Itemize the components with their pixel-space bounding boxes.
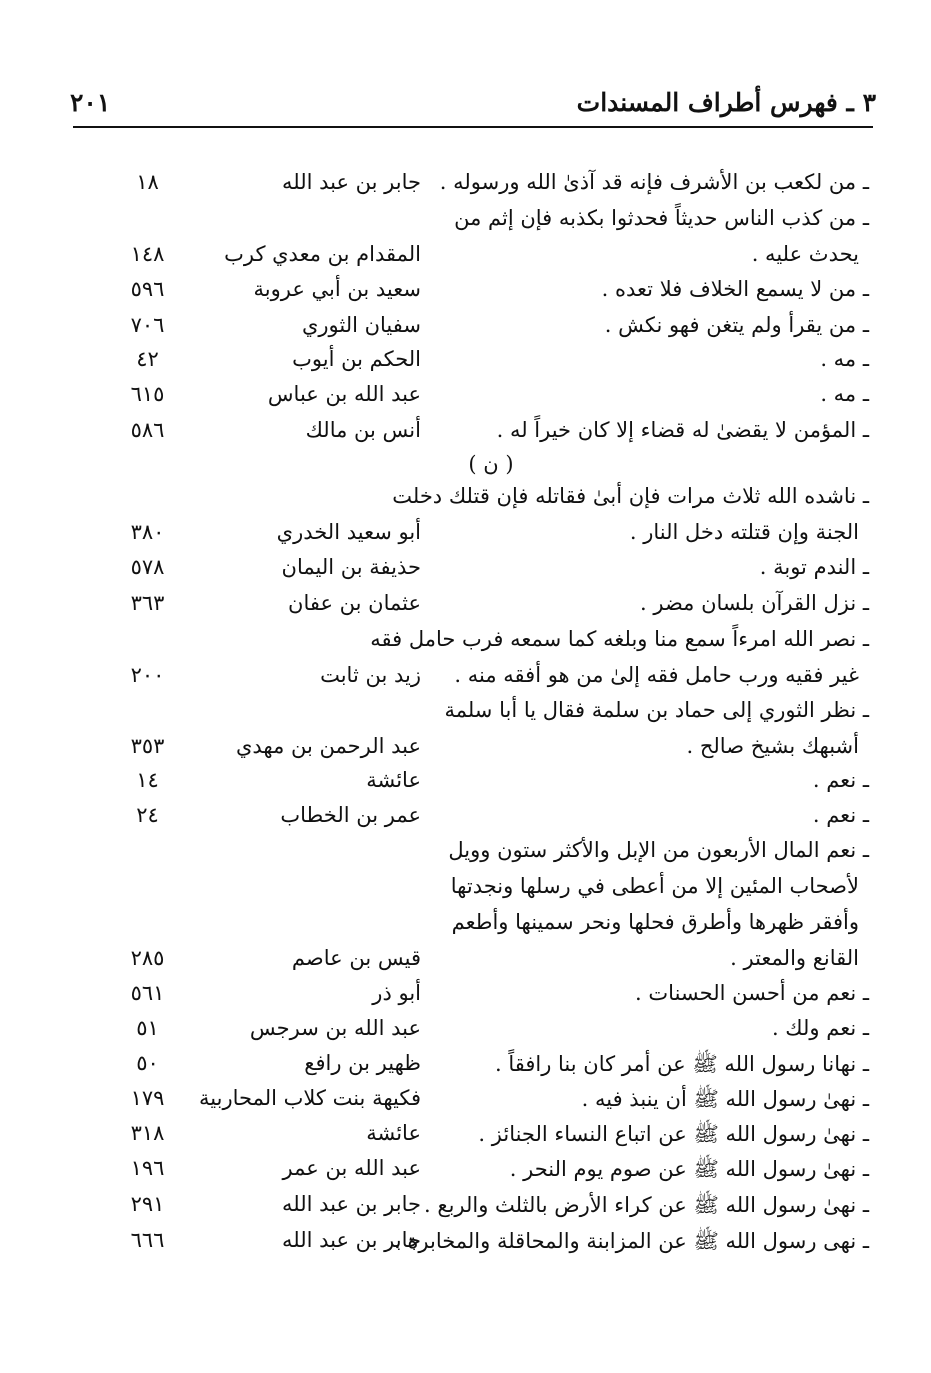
hadith-text: ـ نهىٰ رسول الله ﷺ عن اتباع النساء الجنائز . bbox=[478, 1122, 869, 1146]
hadith-text: يحدث عليه . bbox=[751, 242, 859, 266]
narrator-name: سفيان الثوري bbox=[301, 313, 421, 337]
hadith-text: ـ من كذب الناس حديثاً فحدثوا بكذبه فإن إثم من bbox=[454, 206, 869, 230]
narrator-name: عثمان بن عفان bbox=[288, 591, 421, 615]
page-reference: ٥٦١ bbox=[130, 981, 165, 1005]
page-reference: ١٤ bbox=[136, 768, 159, 792]
narrator-name: عمر بن الخطاب bbox=[280, 803, 421, 827]
hadith-text: لأصحاب المئين إلا من أعطى في رسلها ونجدتها bbox=[450, 874, 859, 898]
narrator-name: أبو ذر bbox=[372, 981, 421, 1005]
hadith-text: ـ نهانا رسول الله ﷺ عن أمر كان بنا رافقاً . bbox=[494, 1052, 869, 1076]
narrator-name: عبد الله بن عباس bbox=[267, 382, 421, 406]
hadith-text: ـ ناشده الله ثلاث مرات فإن أبىٰ فقاتله فإن قتلك دخلت bbox=[392, 484, 869, 508]
hadith-text: ـ الندم توبة . bbox=[759, 555, 869, 579]
section-letter-heading: ( ن ) bbox=[468, 452, 514, 476]
hadith-text: ـ نزل القرآن بلسان مضر . bbox=[640, 591, 869, 615]
hadith-text: غير فقيه ورب حامل فقه إلىٰ من هو أفقه منه . bbox=[454, 663, 859, 687]
page-reference: ٣١٨ bbox=[130, 1121, 165, 1145]
page-reference: ٥٠ bbox=[136, 1051, 159, 1075]
page-reference: ٦٦٦ bbox=[130, 1228, 165, 1252]
narrator-name: جابر بن عبد الله bbox=[281, 170, 421, 194]
hadith-text: ـ نعم . bbox=[812, 768, 869, 792]
narrator-name: زيد بن ثابت bbox=[320, 663, 421, 687]
page-number: ٢٠١ bbox=[70, 88, 111, 117]
hadith-text: أشبهك بشيخ صالح . bbox=[686, 734, 859, 758]
narrator-name: المقدام بن معدي كرب bbox=[224, 242, 421, 266]
page-reference: ٢٠٠ bbox=[130, 663, 165, 687]
page-reference: ٣٦٣ bbox=[130, 591, 165, 615]
page-reference: ٧٠٦ bbox=[130, 313, 165, 337]
hadith-text: ـ مه . bbox=[820, 347, 869, 371]
hadith-text: ـ نهىٰ رسول الله ﷺ عن كراء الأرض بالثلث والربع . bbox=[424, 1193, 869, 1217]
narrator-name: عبد الرحمن بن مهدي bbox=[235, 734, 421, 758]
narrator-name: جابر بن عبد الله bbox=[281, 1228, 421, 1252]
page-reference: ٣٥٣ bbox=[130, 734, 165, 758]
page-reference: ٥١ bbox=[136, 1016, 159, 1040]
page-reference: ٥٧٨ bbox=[130, 555, 165, 579]
hadith-text: ـ نظر الثوري إلى حماد بن سلمة فقال يا أبا سلمة bbox=[444, 698, 869, 722]
narrator-name: أبو سعيد الخدري bbox=[276, 520, 421, 544]
narrator-name: فكيهة بنت كلاب المحاربية bbox=[199, 1086, 421, 1110]
page-reference: ١٧٩ bbox=[130, 1086, 165, 1110]
hadith-text: ـ نعم من أحسن الحسنات . bbox=[635, 981, 869, 1005]
page-reference: ٦١٥ bbox=[130, 382, 165, 406]
hadith-text: ـ المؤمن لا يقضىٰ له قضاء إلا كان خيراً له . bbox=[496, 418, 869, 442]
narrator-name: عائشة bbox=[366, 1121, 421, 1145]
narrator-name: سعيد بن أبي عروبة bbox=[253, 277, 421, 301]
narrator-name: حذيفة بن اليمان bbox=[281, 555, 421, 579]
narrator-name: عبد الله بن عمر bbox=[282, 1156, 421, 1180]
narrator-name: قيس بن عاصم bbox=[291, 946, 421, 970]
hadith-text: وأفقر ظهرها وأطرق فحلها ونحر سمينها وأطعم bbox=[451, 910, 859, 934]
page-reference: ٣٨٠ bbox=[130, 520, 165, 544]
narrator-name: جابر بن عبد الله bbox=[281, 1192, 421, 1216]
page-reference: ١٩٦ bbox=[130, 1156, 165, 1180]
page-reference: ٢٤ bbox=[136, 803, 159, 827]
hadith-text: الجنة وإن قتلته دخل النار . bbox=[629, 520, 859, 544]
hadith-text: ـ من لا يسمع الخلاف فلا تعده . bbox=[601, 277, 869, 301]
narrator-name: عائشة bbox=[366, 768, 421, 792]
hadith-text: ـ نصر الله امرءاً سمع منا وبلغه كما سمعه فرب حامل فقه bbox=[370, 627, 869, 651]
page-reference: ٢٩١ bbox=[130, 1192, 165, 1216]
running-header-title: ٣ ـ فهرس أطراف المسندات bbox=[576, 88, 876, 117]
narrator-name: الحكم بن أيوب bbox=[292, 347, 421, 371]
hadith-text: ـ نهى رسول الله ﷺ عن المزابنة والمحاقلة والمخابرة . bbox=[394, 1229, 869, 1253]
header-rule bbox=[73, 126, 873, 128]
hadith-text: ـ نهىٰ رسول الله ﷺ أن ينبذ فيه . bbox=[581, 1087, 869, 1111]
page-reference: ١٨ bbox=[136, 170, 159, 194]
hadith-text: ـ مه . bbox=[820, 382, 869, 406]
page-reference: ٥٩٦ bbox=[130, 277, 165, 301]
hadith-text: ـ نعم ولك . bbox=[771, 1016, 869, 1040]
hadith-text: ـ من لكعب بن الأشرف فإنه قد آذىٰ الله ورسوله . bbox=[439, 170, 869, 194]
hadith-text: ـ نعم . bbox=[812, 803, 869, 827]
page-reference: ٤٢ bbox=[136, 347, 159, 371]
hadith-text: ـ من يقرأ ولم يتغن فهو نكش . bbox=[604, 313, 869, 337]
hadith-text: ـ نهىٰ رسول الله ﷺ عن صوم يوم النحر . bbox=[509, 1157, 869, 1181]
hadith-text: ـ نعم المال الأربعون من الإبل والأكثر ستون وويل bbox=[448, 838, 869, 862]
narrator-name: ظهير بن رافع bbox=[304, 1051, 421, 1075]
page-reference: ١٤٨ bbox=[130, 242, 165, 266]
narrator-name: أنس بن مالك bbox=[305, 418, 421, 442]
page-reference: ٢٨٥ bbox=[130, 946, 165, 970]
page-reference: ٥٨٦ bbox=[130, 418, 165, 442]
narrator-name: عبد الله بن سرجس bbox=[249, 1016, 421, 1040]
hadith-text: القانع والمعتر . bbox=[730, 946, 859, 970]
